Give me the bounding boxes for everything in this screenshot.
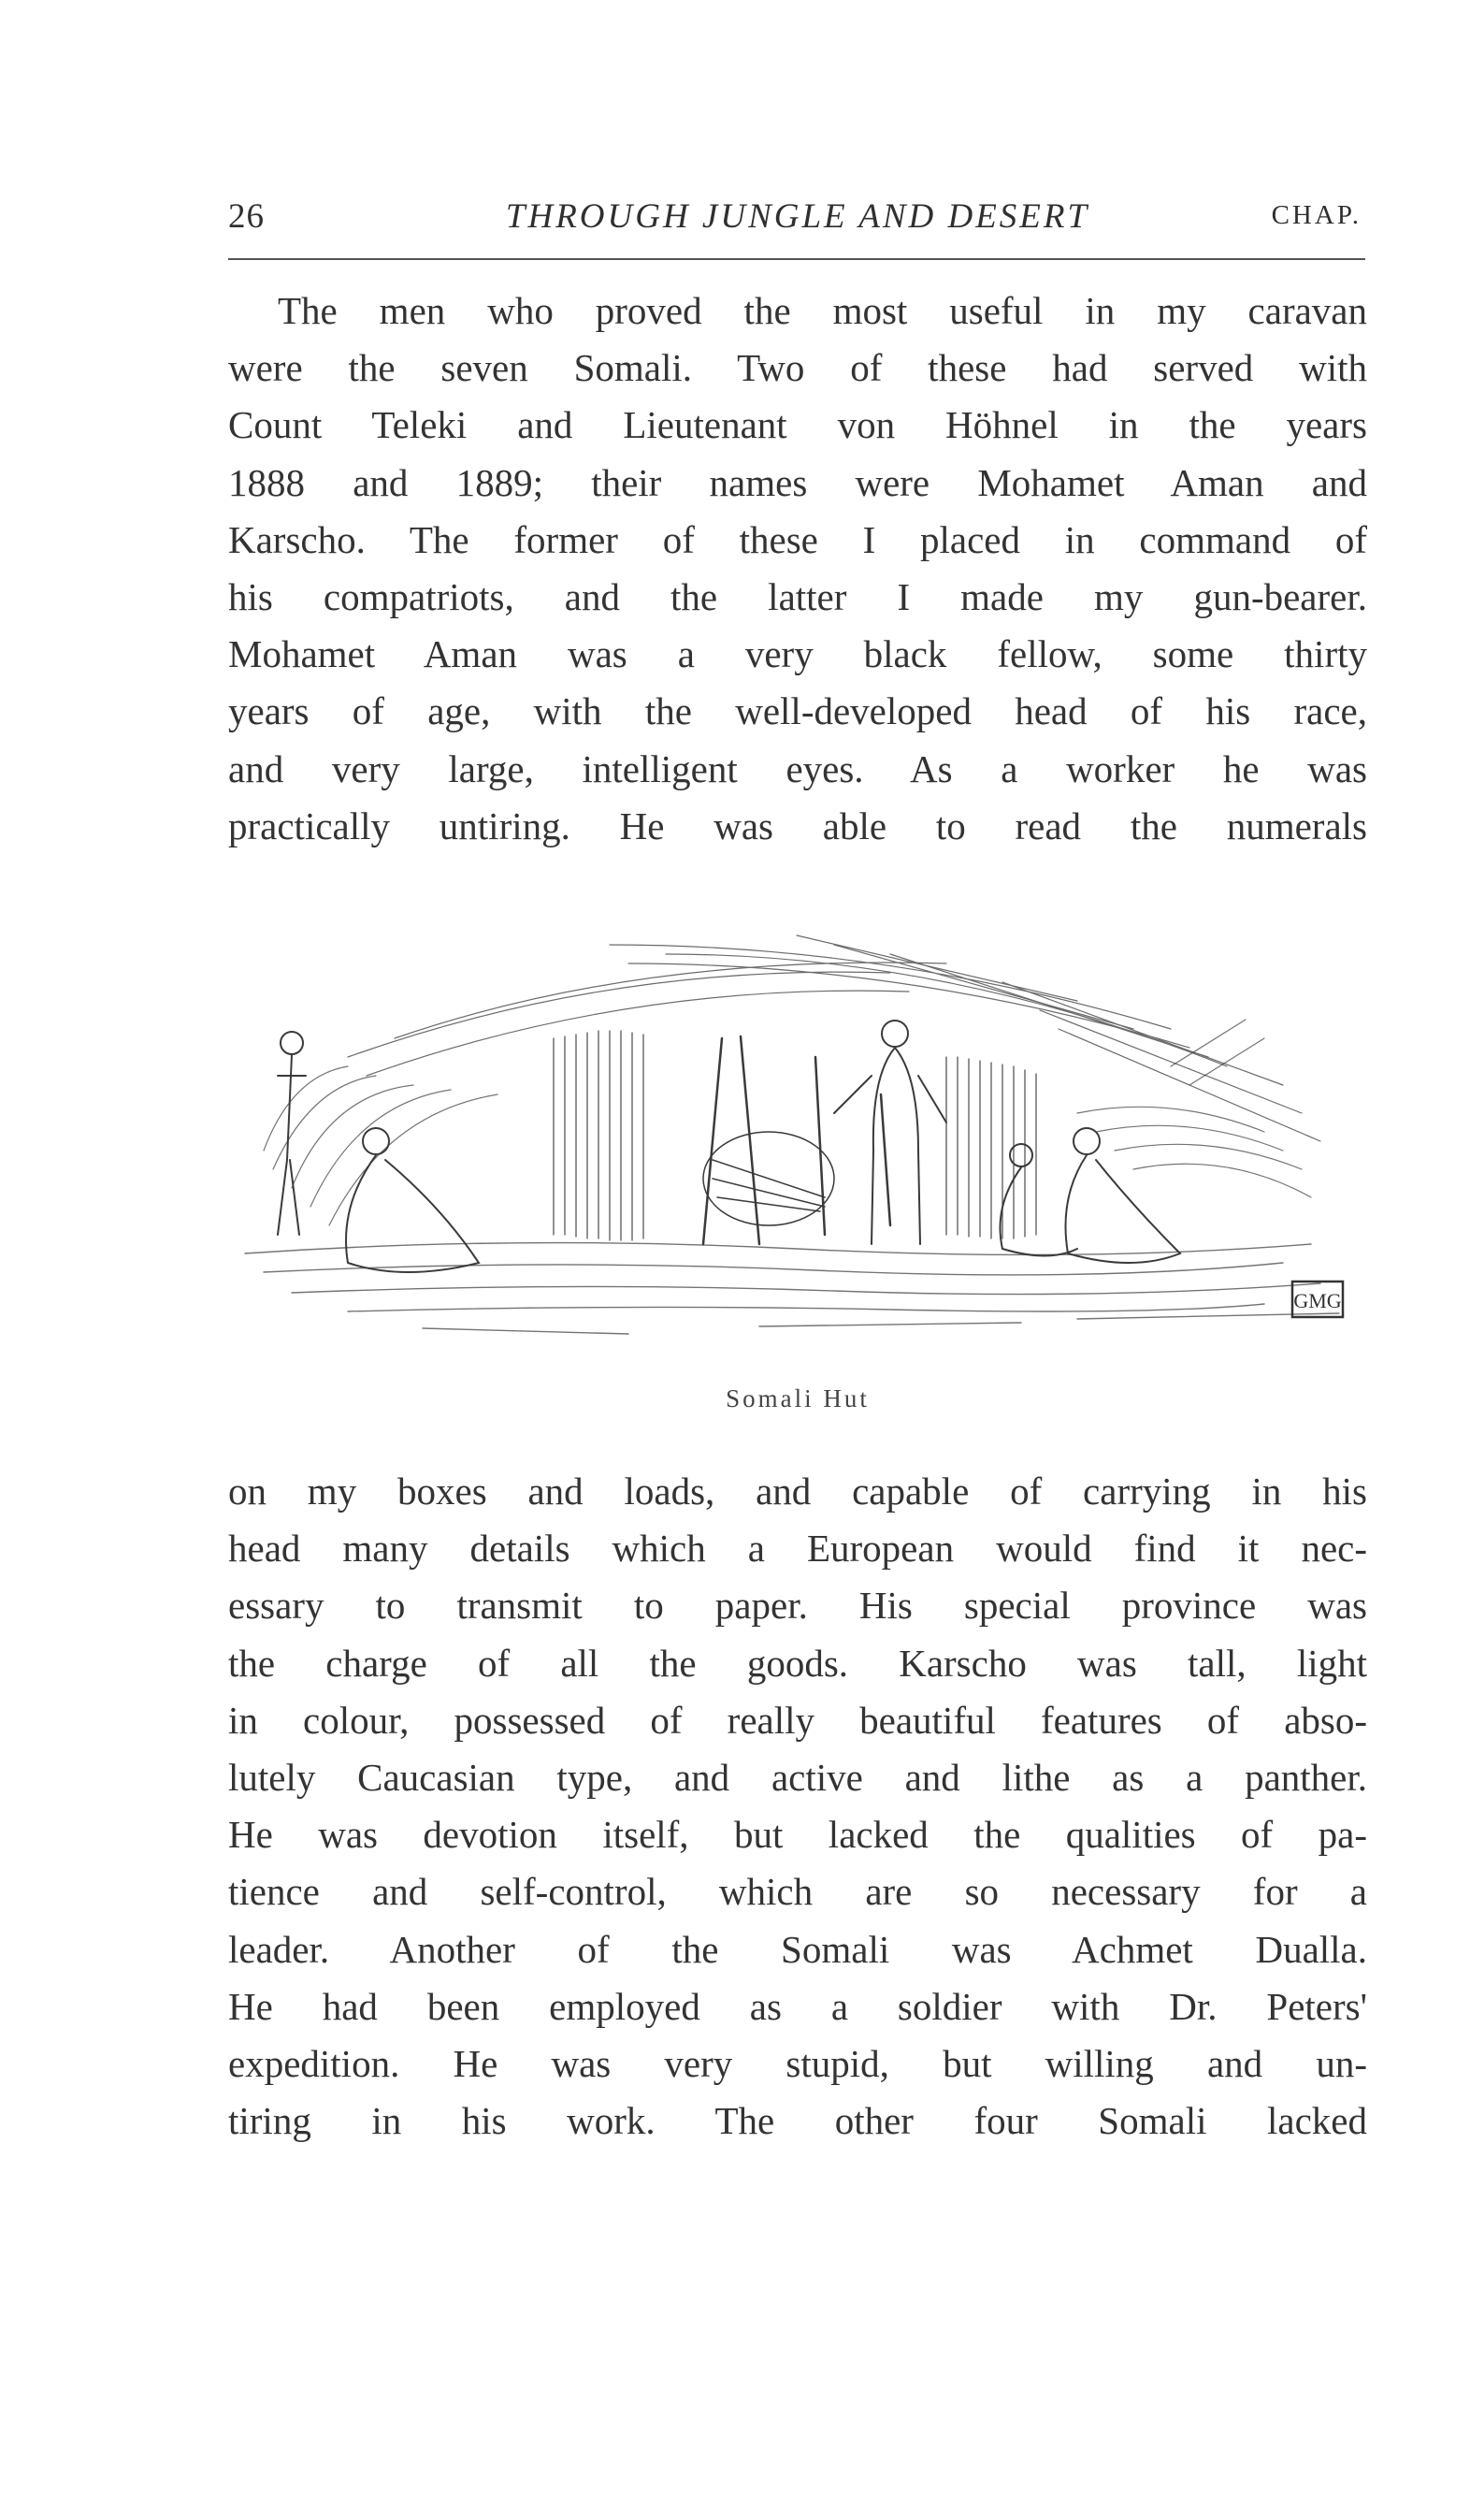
text-line: Mohamet Aman was a very black fellow, some thirty <box>228 632 1367 676</box>
text-line: lutely Caucasian type, and active and lithe as a panther. <box>228 1755 1367 1799</box>
page-number: 26 <box>228 197 265 236</box>
bundle <box>703 1132 834 1225</box>
text-line: The men who proved the most useful in my caravan <box>278 289 1367 332</box>
text-line: head many details which a European would find it nec- <box>228 1527 1367 1571</box>
text-line: tiring in his work. The other four Somali lacked <box>228 2099 1367 2143</box>
ground-hatching <box>245 1243 1342 1334</box>
running-header <box>228 196 1367 249</box>
text-line: leader. Another of the Somali was Achmet Dualla. <box>228 1927 1367 1971</box>
text-line: expedition. He was very stupid, but willing and un- <box>228 2041 1367 2085</box>
header-rule <box>228 258 1365 260</box>
running-title: THROUGH JUNGLE AND DESERT <box>505 197 1090 236</box>
text-line: his compatriots, and the latter I made my gun-bearer. <box>228 574 1367 618</box>
text-line: He had been employed as a soldier with Dr. Peters' <box>228 1984 1367 2028</box>
roof-thatch <box>348 935 1320 1141</box>
engraving-image <box>236 926 1367 1356</box>
signature-text: GMG <box>1293 1289 1342 1312</box>
text-line: tience and self-control, which are so necessary for a <box>228 1870 1367 1914</box>
paragraph-before-figure <box>228 282 1367 855</box>
text-line: years of age, with the well-developed head of his race, <box>228 689 1367 733</box>
text-line: Karscho. The former of these I placed in command of <box>228 517 1367 561</box>
standing-figure-left <box>278 1032 306 1235</box>
left-foliage <box>264 1066 497 1225</box>
chapter-label: CHAP. <box>1271 200 1362 230</box>
seated-figure-left <box>346 1128 479 1272</box>
text-line: on my boxes and loads, and capable of carrying in his <box>228 1470 1367 1513</box>
artist-monogram <box>1292 1282 1343 1317</box>
seated-figure-right <box>1066 1128 1181 1263</box>
text-line: and very large, intelligent eyes. As a worker he was <box>228 746 1367 790</box>
text-line: the charge of all the goods. Karscho was tall, light <box>228 1641 1367 1685</box>
text-line: were the seven Somali. Two of these had served with <box>228 346 1367 390</box>
text-line: practically untiring. He was able to read the numerals <box>228 804 1367 847</box>
somali-hut-illustration <box>236 926 1367 1356</box>
text-line: 1888 and 1889; their names were Mohamet Aman and <box>228 460 1367 504</box>
text-line: in colour, possessed of really beautiful features of abso- <box>228 1698 1367 1742</box>
text-line: He was devotion itself, but lacked the qualities of pa- <box>228 1813 1367 1857</box>
figure-caption: Somali Hut <box>726 1384 870 1412</box>
paragraph-after-figure <box>228 1463 1367 2150</box>
text-line: essary to transmit to paper. His special province was <box>228 1584 1367 1628</box>
text-line: Count Teleki and Lieutenant von Höhnel in the years <box>228 403 1367 447</box>
right-foliage <box>1077 1020 1311 1197</box>
